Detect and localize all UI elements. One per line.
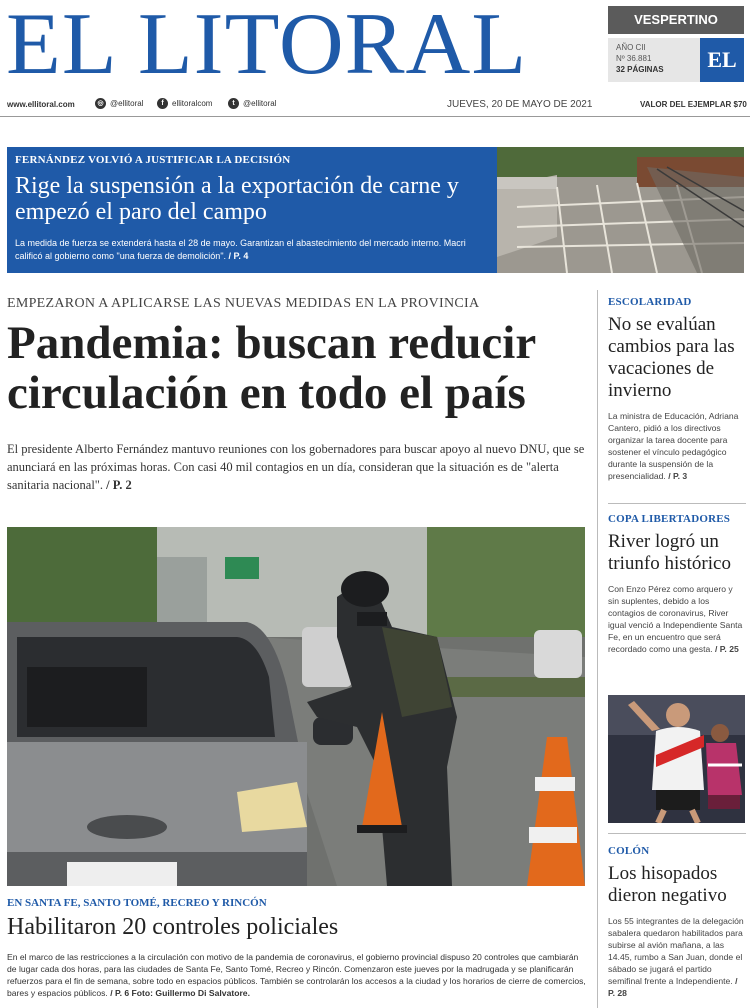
photo-credit: Foto: Guillermo Di Salvatore. <box>131 988 250 998</box>
sidebar-text <box>608 583 746 655</box>
page-reference: / P. 4 <box>228 251 249 261</box>
facebook-icon: f <box>157 98 168 109</box>
edition-number: Nº 36.881 <box>616 54 652 63</box>
social-handle: @ellitoral <box>243 99 277 108</box>
edition-box <box>608 6 744 82</box>
sidebar-story-escolaridad[interactable] <box>608 296 746 482</box>
main-kicker: EMPEZARON A APLICARSE LAS NUEVAS MEDIDAS EN LA PROVINCIA <box>7 296 480 311</box>
police-checkpoint-photo[interactable] <box>7 527 585 886</box>
sidebar-divider <box>608 833 746 834</box>
cattle-pens-photo[interactable] <box>497 147 744 273</box>
sidebar-headline[interactable]: River logró un triunfo histórico <box>608 531 731 574</box>
social-facebook[interactable] <box>157 98 212 109</box>
page-reference: / P. 3 <box>668 471 688 481</box>
newspaper-logo[interactable]: EL LITORAL <box>6 0 528 93</box>
banner-summary-text: La medida de fuerza se extenderá hasta el 28 de mayo. Garantizan el abastecimiento del mercado interno. Macri calificó al gobierno como "una fuerza de demolición". <box>15 238 466 261</box>
website-link[interactable]: www.ellitoral.com <box>7 100 75 109</box>
sidebar-kicker: ESCOLARIDAD <box>608 296 692 308</box>
instagram-icon: ◎ <box>95 98 106 109</box>
main-summary-text: El presidente Alberto Fernández mantuvo reuniones con los gobernadores para buscar apoyo al nuevo DNU, que se anunciará en las próximas horas. Con casi 40 mil contagios en un día, consideran que la situación es de "alerta sanitaria nacional". <box>7 442 585 492</box>
page-reference: / P. 25 <box>715 644 739 654</box>
social-handle: ellitoralcom <box>172 99 213 108</box>
sidebar-headline[interactable]: No se evalúan cambios para las vacaciones de invierno <box>608 314 735 401</box>
sidebar-headline[interactable]: Los hisopados dieron negativo <box>608 863 727 906</box>
main-headline[interactable]: Pandemia: buscan reducir circulación en todo el país <box>7 317 536 419</box>
secondary-text <box>7 951 587 999</box>
police-checkpoint-illustration <box>7 527 585 886</box>
river-player-photo[interactable] <box>608 695 745 823</box>
edition-info <box>608 38 700 82</box>
sidebar-text <box>608 915 746 999</box>
social-twitter[interactable] <box>228 98 276 109</box>
sidebar-body: La ministra de Educación, Adriana Cantero, pidió a los directivos organizar la tarea docente para sostener el vínculo pedagógico durante la suspensión de la presencialidad. <box>608 411 739 481</box>
banner-kicker: FERNÁNDEZ VOLVIÓ A JUSTIFICAR LA DECISIÓN <box>15 154 291 166</box>
issue-date: JUEVES, 20 DE MAYO DE 2021 <box>447 99 593 110</box>
secondary-headline[interactable]: Habilitaron 20 controles policiales <box>7 914 339 940</box>
main-summary <box>7 440 587 494</box>
banner-headline[interactable]: Rige la suspensión a la exportación de carne y empezó el paro del campo <box>15 173 459 225</box>
header-divider <box>0 116 750 117</box>
soccer-players-illustration <box>608 695 745 823</box>
sidebar-divider <box>608 503 746 504</box>
el-logo-icon: EL <box>700 38 744 82</box>
page-reference: / P. 6 <box>110 988 130 998</box>
cattle-pens-illustration <box>497 147 744 273</box>
top-banner-story[interactable] <box>7 147 497 273</box>
edition-pages: 32 PÁGINAS <box>616 65 664 74</box>
banner-summary <box>15 237 491 263</box>
social-instagram[interactable] <box>95 98 143 109</box>
column-divider <box>597 290 598 1008</box>
page-reference: / P. 28 <box>608 976 738 998</box>
sidebar-kicker: COLÓN <box>608 845 650 857</box>
page-reference: / P. 2 <box>106 478 132 492</box>
sidebar-body: Con Enzo Pérez como arquero y sin suplentes, debido a los contagios de coronavirus, River igual venció a Independiente Santa Fe, en un encuentro que será recordado como una gesta. <box>608 584 743 654</box>
edition-label: VESPERTINO <box>608 6 744 34</box>
sidebar-story-colon[interactable] <box>608 845 746 999</box>
social-handle: @ellitoral <box>110 99 144 108</box>
sidebar-kicker: COPA LIBERTADORES <box>608 513 731 525</box>
sidebar-text <box>608 410 746 482</box>
secondary-body: En el marco de las restricciones a la circulación con motivo de la pandemia de coronavirus, el gobierno provincial dispuso 20 controles que cambiarán de lugar cada dos horas, para las ciudades de Santa Fe, Santo Tomé, Recreo y Rincón. Comenzaron este jueves por la madrugada y se planificarán refuerzos para el fin de semana, sobre todo en espacios públicos. También se controlarán los accesos a la ciudad y los horarios de cierre de comercios, bares y espacios públicos. <box>7 952 586 998</box>
edition-year: AÑO CII <box>616 43 646 52</box>
sidebar-body: Los 55 integrantes de la delegación sabalera quedaron habilitados para subirse al avión mañana, a las 14.45, rumbo a San Juan, donde el sábado se jugará el partido semifinal frente a Independiente. <box>608 916 744 986</box>
info-bar <box>0 96 750 114</box>
secondary-kicker: EN SANTA FE, SANTO TOMÉ, RECREO Y RINCÓN <box>7 897 267 909</box>
sidebar-story-libertadores[interactable] <box>608 513 746 655</box>
issue-price: VALOR DEL EJEMPLAR $70 <box>640 100 747 109</box>
masthead <box>0 0 750 96</box>
twitter-icon: t <box>228 98 239 109</box>
